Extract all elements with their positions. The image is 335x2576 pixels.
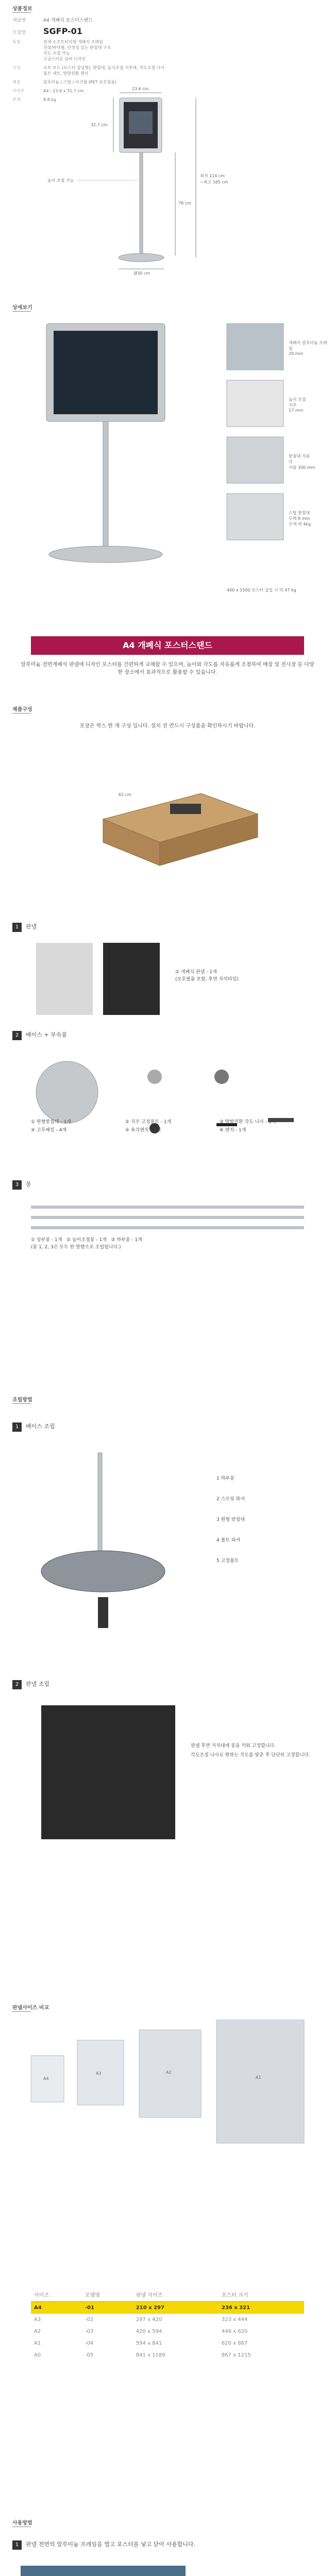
- size-table-header: [31, 2287, 304, 2302]
- info-value: 8.8 kg: [43, 97, 56, 102]
- size-col-size: 사이즈: [34, 2293, 49, 2298]
- package-header: [0, 701, 335, 715]
- base-shape: [119, 253, 164, 262]
- parts-2-item: ② 지주 고정볼트 - 1개: [125, 1120, 172, 1125]
- assembly-1-title: 1 베이스 조립: [12, 1422, 55, 1432]
- table-row: A4 -01 210 x 297 236 x 321: [31, 2302, 304, 2314]
- poster-image: [129, 111, 153, 134]
- info-underline: [12, 12, 31, 13]
- parts-2-item: ④ 고무패킹 - 4개: [31, 1128, 67, 1133]
- size-header: [0, 1999, 335, 2013]
- package-underline: [12, 713, 31, 714]
- assembly-step: 각도조절 나사로 원하는 각도를 맞춘 후 단단히 고정합니다.: [191, 1753, 310, 1758]
- total-max-label: ~최고 165 cm: [200, 180, 228, 184]
- assembly-step: 4 볼트 와셔: [216, 1538, 241, 1543]
- pole-closeup: [103, 421, 108, 550]
- info-key: 모델명: [12, 30, 26, 36]
- inset-base: [227, 494, 283, 540]
- parts-3-list: [31, 1236, 320, 1251]
- base-disc: [36, 1061, 98, 1123]
- knob-part: [214, 1070, 229, 1084]
- parts-3-note: (봉 1, 2, 3은 모두 한 방향으로 조립됩니다.): [31, 1245, 121, 1250]
- assembly-header: [0, 1391, 335, 1405]
- assembly-underline: [12, 1403, 31, 1404]
- inset-pole: [227, 380, 283, 427]
- parts-1-item: (보호필름 포함, 후면 자석타입): [175, 977, 239, 982]
- info-row: [12, 26, 322, 36]
- info-value: A4 : 23.6 x 31.7 cm: [43, 89, 84, 93]
- bolt-part: [147, 1070, 162, 1084]
- parts-1-list: [175, 969, 239, 983]
- assembly-1-drawing: [0, 1443, 335, 1659]
- panel-back-image: [103, 943, 160, 1015]
- paper-a1: [216, 2020, 304, 2143]
- box-dim-label: 62 cm: [119, 792, 131, 797]
- banner-section: [0, 631, 335, 693]
- callout-frame: 개폐식 알루미늄 프레임 20 mm: [289, 341, 327, 356]
- size-title: 판넬사이즈 비교: [12, 2005, 49, 2011]
- package-description: 포장은 박스 한 개 구성 입니다. 설치 전 반드시 구성품을 확인하시기 바랍니다.: [79, 723, 256, 729]
- assembly-bolt: [98, 1597, 108, 1628]
- info-key: 무게: [12, 97, 21, 102]
- table-row: A0 -05 841 x 1189 867 x 1215: [34, 2352, 251, 2358]
- poster-closeup: [54, 331, 158, 414]
- info-row: [12, 39, 322, 62]
- info-value: 알루미늄 / 스틸 / 아크릴 (PET 보호필름): [43, 80, 117, 84]
- parts-3-item: ② 높이조절봉 - 1개: [66, 1238, 107, 1243]
- paper-size-diagram: [0, 2020, 335, 2287]
- box-label: [170, 804, 201, 814]
- info-row: [12, 16, 322, 23]
- size-col-poster: 포스터 크기: [221, 2293, 248, 2298]
- callout-base: 스틸 받침대 두께 8 mm 무게 약 4kg: [289, 511, 311, 527]
- usage-1-photo: [21, 2566, 186, 2576]
- height-dim-label: 32.7 cm: [91, 123, 108, 127]
- parts-2-item: ⑤ 육각렌치 - 1개: [125, 1128, 161, 1133]
- assembly-step: 1 하부봉: [216, 1476, 234, 1481]
- size-col-panel: 판넬 사이즈: [136, 2293, 163, 2298]
- table-row: A2 -03 420 x 594 446 x 620: [34, 2329, 248, 2334]
- parts-1-item: ① 개폐식 판넬 - 1개: [175, 970, 217, 975]
- package-title: 제품구성: [12, 707, 32, 713]
- parts-2-title: 2 베이스 + 부속품: [12, 1030, 67, 1040]
- stand-drawing: [0, 77, 335, 299]
- usage-title: 사용방법: [12, 2520, 32, 2526]
- table-row: A3 -02 297 x 420 323 x 444: [34, 2317, 248, 2323]
- size-table: [31, 2287, 304, 2361]
- parts-2-list: [31, 1118, 320, 1134]
- assembly-step: 2 스프링 와셔: [216, 1497, 245, 1502]
- info-key: 사이즈: [12, 89, 25, 93]
- info-key: 제품명: [12, 18, 26, 23]
- paper-a4-label: A4: [43, 2076, 49, 2081]
- pole-dim-label: 78 cm: [178, 201, 191, 206]
- height-adjust-label: 높이 조절 가능: [47, 178, 74, 183]
- detail-section: [0, 299, 335, 629]
- parts-2-item: ⑥ 렌치 - 1개: [219, 1128, 246, 1133]
- detail-drawing: [0, 313, 335, 581]
- detail-underline: [12, 311, 31, 312]
- hero-dimension-section: [0, 77, 335, 299]
- usage-1-title: 1 판넬 전면의 알루미늄 프레임을 열고 포스터를 넣고 닫아 사용합니다.: [12, 2540, 301, 2550]
- parts-section: [0, 912, 335, 1376]
- base-dim-label: Ø30 cm: [134, 271, 150, 276]
- assembly-2-title: 2 판넬 조립: [12, 1680, 49, 1689]
- parts-3-title: 3 봉: [12, 1180, 31, 1190]
- callout-knob: 받침대 지름 각 지름 300 mm: [289, 454, 315, 470]
- total-min-label: 최저 114 cm: [200, 174, 225, 178]
- assembly-section: [0, 1391, 335, 1937]
- panel-back-photo: [41, 1705, 175, 1839]
- info-row: [12, 65, 322, 76]
- size-underline: [12, 2011, 31, 2012]
- assembly-1-steps: [216, 1468, 245, 1571]
- paper-a1-label: A1: [256, 2075, 261, 2080]
- detail-note: 400 x 1500 포스터 삽입 시 약 47 kg: [227, 588, 296, 592]
- parts-3-item: ③ 하부봉 - 1개: [111, 1238, 142, 1243]
- info-key: 특징: [12, 40, 21, 44]
- info-title: 상품정보: [12, 6, 32, 12]
- assembly-title: 조립방법: [12, 1397, 32, 1403]
- assembly-base: [41, 1551, 165, 1592]
- info-value: 잔세 소프트터치형 개폐식 프레임 천장/바닥형, 안정성 있는 받침대 구조 각도 조절 가능 고급스러운 실버 디자인: [43, 40, 111, 61]
- pole-part-3: [31, 1226, 304, 1229]
- inset-frame-corner: [227, 324, 283, 370]
- parts-2-item: ① 원형받침대 - 1개: [31, 1120, 71, 1125]
- pole-part-2: [31, 1216, 304, 1219]
- size-section: [0, 1999, 335, 2442]
- model-code: SGFP-01: [43, 26, 82, 36]
- info-key: 재질: [12, 80, 21, 84]
- assembly-step: 3 원형 받침대: [216, 1517, 245, 1522]
- parts-3-item: ① 상부봉 - 1개: [31, 1238, 62, 1243]
- detail-title: 상세보기: [12, 305, 32, 311]
- table-row: A1 -04 594 x 841 620 x 867: [34, 2341, 248, 2346]
- package-box-drawing: [0, 742, 335, 886]
- usage-section: [0, 2514, 335, 2576]
- package-section: [0, 701, 335, 912]
- inset-knob: [227, 437, 283, 483]
- callout-pole: 높이 조절 지주 17 mm: [289, 397, 306, 413]
- paper-a3-label: A3: [96, 2071, 102, 2076]
- info-value: 포토 보드 (포스터 삽입형), 받침대, 높이조절 지주대, 각도조절 나사 볼트 세트, 방향전환 렌치: [43, 65, 165, 76]
- usage-header: [0, 2514, 335, 2529]
- width-dim-label: 23.6 cm: [132, 87, 149, 91]
- base-closeup: [49, 546, 162, 563]
- assembly-2-steps: [191, 1741, 314, 1760]
- pole-part-1: [31, 1206, 304, 1209]
- parts-1-title: 1 판넬: [12, 922, 37, 932]
- assembly-step: 판넬 후면 거치대에 봉을 끼워 고정합니다.: [191, 1743, 276, 1749]
- assembly-step: 5 고정볼트: [216, 1558, 239, 1564]
- size-col-model: 모델명: [85, 2293, 100, 2298]
- info-value: A4 개폐식 포스터스탠드: [43, 18, 93, 23]
- parts-2-item: ③ 방향전환 각도 나사 - 1개: [219, 1120, 276, 1125]
- banner-title: A4 개폐식 포스터스탠드: [31, 636, 304, 655]
- paper-a2-label: A2: [166, 2070, 172, 2075]
- info-key: 구성: [12, 65, 21, 70]
- info-header: [0, 0, 335, 14]
- banner-description: 알루미늄 전면개폐식 판넬에 디자인 포스터를 간편하게 교체할 수 있으며, 높이와 각도를 자유롭게 조절하여 매장 및 전시장 등 다양한 장소에서 효과적으로 활용할 수 있습니다.: [21, 662, 314, 675]
- panel-front-image: [36, 943, 93, 1015]
- assembly-pole: [98, 1453, 102, 1556]
- pole-shape: [140, 152, 143, 256]
- detail-header: [0, 299, 335, 313]
